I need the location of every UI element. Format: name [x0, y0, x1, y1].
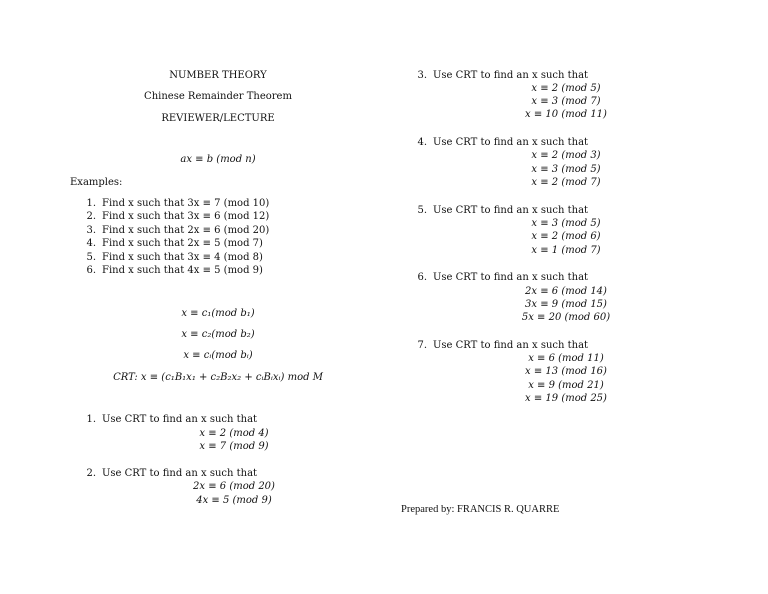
problem-1-eq-2: x ≡ 7 (mod 9): [199, 441, 269, 452]
general-congruence: ax ≡ b (mod n): [180, 154, 256, 165]
problem-5-eq-2: x ≡ 2 (mod 6): [531, 231, 601, 242]
problem-3: 3. Use CRT to find an x such that: [417, 70, 589, 81]
problem-4-eq-3: x ≡ 2 (mod 7): [531, 177, 601, 188]
problem-6-eq-3: 5x ≡ 20 (mod 60): [521, 312, 611, 323]
crt-equation-2: x ≡ c₂(mod b₂): [181, 329, 255, 340]
problem-5-eq-1: x ≡ 3 (mod 5): [531, 218, 601, 229]
problem-4-eq-2: x ≡ 3 (mod 5): [531, 164, 601, 175]
examples-label: Examples:: [70, 177, 123, 188]
problem-3-eq-2: x ≡ 3 (mod 7): [531, 96, 601, 107]
problem-6-eq-1: 2x ≡ 6 (mod 14): [525, 286, 607, 297]
problem-5-eq-3: x ≡ 1 (mod 7): [531, 245, 601, 256]
prepared-by: Prepared by: FRANCIS R. QUARRE: [401, 504, 560, 515]
problem-3-eq-3: x ≡ 10 (mod 11): [525, 109, 607, 120]
doc-subtitle: Chinese Remainder Theorem: [144, 91, 292, 102]
list-item: 5. Find x such that 3x ≡ 4 (mod 8): [86, 251, 263, 263]
problem-7-eq-2: x ≡ 13 (mod 16): [525, 366, 607, 377]
crt-equation-1: x ≡ c₁(mod b₁): [181, 308, 255, 319]
examples-list: [82, 197, 269, 277]
problem-3-eq-1: x ≡ 2 (mod 5): [531, 83, 601, 94]
list-item: 3. Find x such that 2x ≡ 6 (mod 20): [86, 224, 270, 236]
problem-7-eq-3: x ≡ 9 (mod 21): [528, 380, 604, 391]
problem-7: 7. Use CRT to find an x such that: [417, 340, 589, 351]
problem-2-eq-2: 4x ≡ 5 (mod 9): [196, 495, 272, 506]
list-item: 4. Find x such that 2x ≡ 5 (mod 7): [86, 238, 263, 250]
crt-formula: CRT: x ≡ (c₁B₁x₁ + c₂B₂x₂ + cᵢBᵢxᵢ) mod M: [113, 372, 323, 383]
problem-2-eq-1: 2x ≡ 6 (mod 20): [193, 481, 275, 492]
problem-4-eq-1: x ≡ 2 (mod 3): [531, 150, 601, 161]
problem-7-eq-1: x ≡ 6 (mod 11): [528, 353, 604, 364]
problem-6-eq-2: 3x ≡ 9 (mod 15): [525, 299, 607, 310]
doc-type: REVIEWER/LECTURE: [161, 113, 275, 124]
doc-title: NUMBER THEORY: [169, 70, 267, 81]
list-item: 1. Find x such that 3x ≡ 7 (mod 10): [86, 198, 270, 209]
problem-4: 4. Use CRT to find an x such that: [417, 137, 589, 148]
list-item: 2. Find x such that 3x ≡ 6 (mod 12): [86, 211, 270, 223]
problem-7-eq-4: x ≡ 19 (mod 25): [525, 393, 607, 404]
problem-1: 1. Use CRT to find an x such that: [86, 414, 258, 425]
problem-5: 5. Use CRT to find an x such that: [417, 205, 589, 216]
problem-1-eq-1: x ≡ 2 (mod 4): [199, 428, 269, 439]
list-item: 6. Find x such that 4x ≡ 5 (mod 9): [86, 265, 263, 277]
crt-equation-i: x ≡ cᵢ(mod bᵢ): [183, 350, 253, 361]
problem-2: 2. Use CRT to find an x such that: [86, 468, 258, 479]
problem-6: 6. Use CRT to find an x such that: [417, 272, 589, 283]
